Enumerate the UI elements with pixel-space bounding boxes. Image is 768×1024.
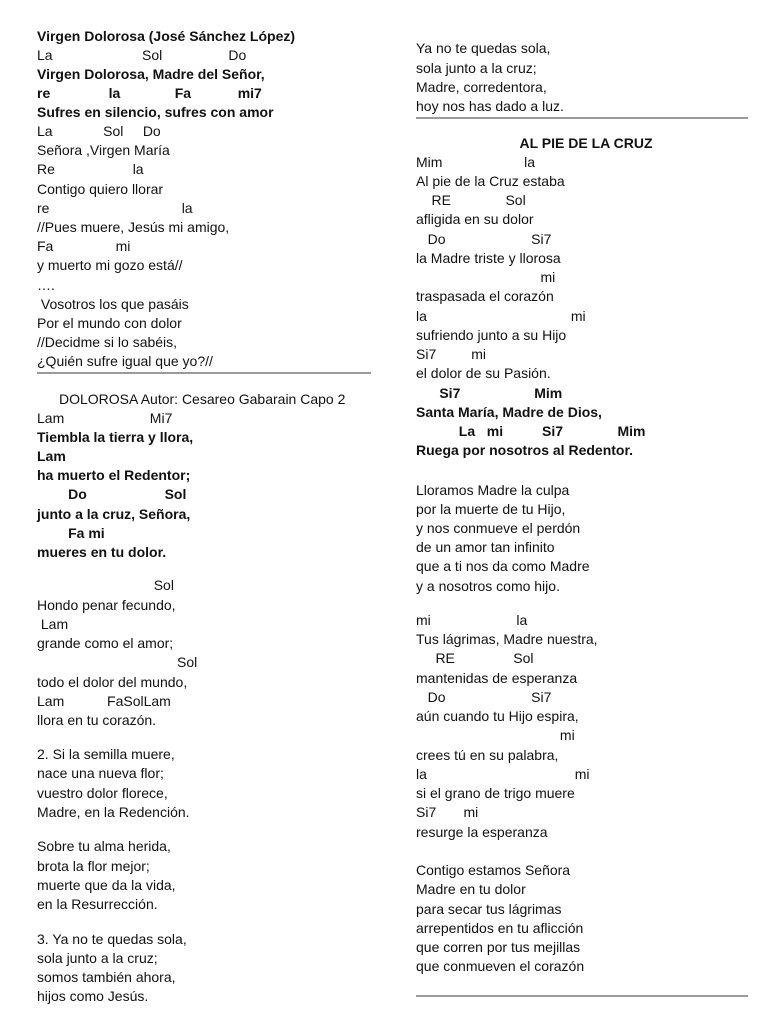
chord-line: La Sol Do (37, 123, 161, 139)
song-title: Virgen Dolorosa (José Sánchez López) (37, 28, 296, 44)
lyric-line: muerte que da la vida, (37, 877, 176, 893)
song-title: DOLOROSA Autor: Cesareo Gabarain Capo 2 (59, 391, 346, 407)
lyric-line: hijos como Jesús. (37, 988, 149, 1004)
lyric-line: Ruega por nosotros al Redentor. (416, 442, 634, 458)
lyric-line: la Madre triste y llorosa (416, 250, 561, 266)
lyric-line: mueres en tu dolor. (37, 544, 167, 560)
lyric-line: afligida en su dolor (416, 211, 534, 227)
chord-line: Lam Mi7 (37, 410, 173, 426)
lyric-line: hoy nos has dado a luz. (416, 98, 564, 114)
chord-line: mi (416, 269, 556, 285)
chord-line: Sol (37, 654, 198, 670)
lyric-line: y nos conmueve el perdón (416, 520, 581, 536)
chord-line: Fa mi (37, 238, 131, 254)
chord-line: la mi (416, 766, 590, 782)
chord-line: Si7 mi (416, 346, 487, 362)
lyric-line: 2. Si la semilla muere, (37, 746, 175, 762)
chord-line: RE Sol (416, 650, 534, 666)
section-divider (37, 372, 371, 374)
lyric-line: ¿Quién sufre igual que yo?// (37, 353, 213, 369)
lyric-line: y muerto mi gozo está// (37, 257, 183, 273)
chord-line: RE Sol (416, 192, 526, 208)
lyric-line: …. (37, 277, 55, 293)
lyric-line: Contigo quiero llorar (37, 181, 164, 197)
lyric-line: sola junto a la cruz; (416, 60, 537, 76)
lyric-line: mantenidas de esperanza (416, 670, 578, 686)
lyric-line: sufriendo junto a su Hijo (416, 327, 567, 343)
lyric-line: brota la flor mejor; (37, 858, 150, 874)
lyric-line: si el grano de trigo muere (416, 785, 575, 801)
chord-line: mi (416, 727, 575, 743)
lyric-line: Contigo estamos Señora (416, 862, 571, 878)
lyric-line: todo el dolor del mundo, (37, 674, 188, 690)
lyric-line: Señora ,Virgen María (37, 142, 170, 158)
chord-line: Do Sol (37, 486, 187, 502)
lyric-line: Madre en tu dolor (416, 881, 526, 897)
lyric-line: aún cuando tu Hijo espira, (416, 708, 579, 724)
chord-line: Do Si7 (416, 231, 552, 247)
lyric-line: //Decidme si lo sabéis, (37, 334, 178, 350)
chord-line: mi la (416, 612, 528, 628)
chord-line: Lam (37, 448, 66, 464)
chord-line: Lam (37, 616, 69, 632)
lyric-line: Vosotros los que pasáis (37, 296, 189, 312)
lyric-line: //Pues muere, Jesús mi amigo, (37, 219, 230, 235)
lyric-line: para secar tus lágrimas (416, 901, 562, 917)
lyric-line: arrepentidos en tu aflicción (416, 920, 584, 936)
chord-line: re la (37, 200, 193, 216)
chord-line: Re la (37, 161, 144, 177)
lyric-line: llora en tu corazón. (37, 712, 157, 728)
chord-line: Si7 Mim (416, 385, 563, 401)
lyric-line: Ya no te quedas sola, (416, 40, 551, 56)
lyric-line: el dolor de su Pasión. (416, 365, 551, 381)
chord-line: Lam FaSolLam (37, 693, 171, 709)
lyric-line: Lloramos Madre la culpa (416, 482, 570, 498)
lyric-line: Santa María, Madre de Dios, (416, 404, 602, 420)
chord-line: Do Si7 (416, 689, 552, 705)
lyric-line: que a ti nos da como Madre (416, 558, 590, 574)
chord-line: re la Fa mi7 (37, 85, 262, 101)
lyric-line: Hondo penar fecundo, (37, 597, 176, 613)
lyric-line: que corren por tus mejillas (416, 939, 581, 955)
lyric-line: Tiembla la tierra y llora, (37, 429, 194, 445)
chord-line: Sol (37, 577, 174, 593)
lyric-line: vuestro dolor florece, (37, 785, 168, 801)
lyric-line: Sufres en silencio, sufres con amor (37, 104, 274, 120)
chord-line: La mi Si7 Mim (416, 423, 646, 439)
lyric-line: en la Resurrección. (37, 896, 158, 912)
lyric-line: Por el mundo con dolor (37, 315, 182, 331)
lyric-line: sola junto a la cruz; (37, 950, 158, 966)
lyric-line: por la muerte de tu Hijo, (416, 501, 566, 517)
song-title: AL PIE DE LA CRUZ (519, 135, 653, 151)
lyric-line: Al pie de la Cruz estaba (416, 173, 565, 189)
section-divider (416, 995, 748, 997)
chord-line: La Sol Do (37, 47, 247, 63)
lyric-line: Virgen Dolorosa, Madre del Señor, (37, 66, 265, 82)
lyric-line: traspasada el corazón (416, 288, 554, 304)
chord-line: Fa mi (37, 525, 105, 541)
lyric-line: que conmueven el corazón (416, 958, 585, 974)
lyric-line: Madre, en la Redención. (37, 804, 190, 820)
lyric-line: crees tú en su palabra, (416, 747, 559, 763)
lyric-line: nace una nueva flor; (37, 765, 164, 781)
lyric-line: resurge la esperanza (416, 824, 548, 840)
lyric-line: Sobre tu alma herida, (37, 838, 171, 854)
chord-line: Mim la (416, 154, 536, 170)
chord-line: Si7 mi (416, 804, 479, 820)
lyric-line: 3. Ya no te quedas sola, (37, 931, 187, 947)
section-divider (416, 117, 748, 119)
lyric-line: de un amor tan infinito (416, 539, 555, 555)
lyric-line: Madre, corredentora, (416, 79, 547, 95)
lyric-line: Tus lágrimas, Madre nuestra, (416, 631, 598, 647)
lyric-line: grande como el amor; (37, 635, 174, 651)
chord-line: la mi (416, 308, 586, 324)
lyric-line: somos también ahora, (37, 969, 176, 985)
lyric-line: junto a la cruz, Señora, (37, 506, 191, 522)
lyric-line: y a nosotros como hijo. (416, 578, 560, 594)
lyric-line: ha muerto el Redentor; (37, 467, 191, 483)
